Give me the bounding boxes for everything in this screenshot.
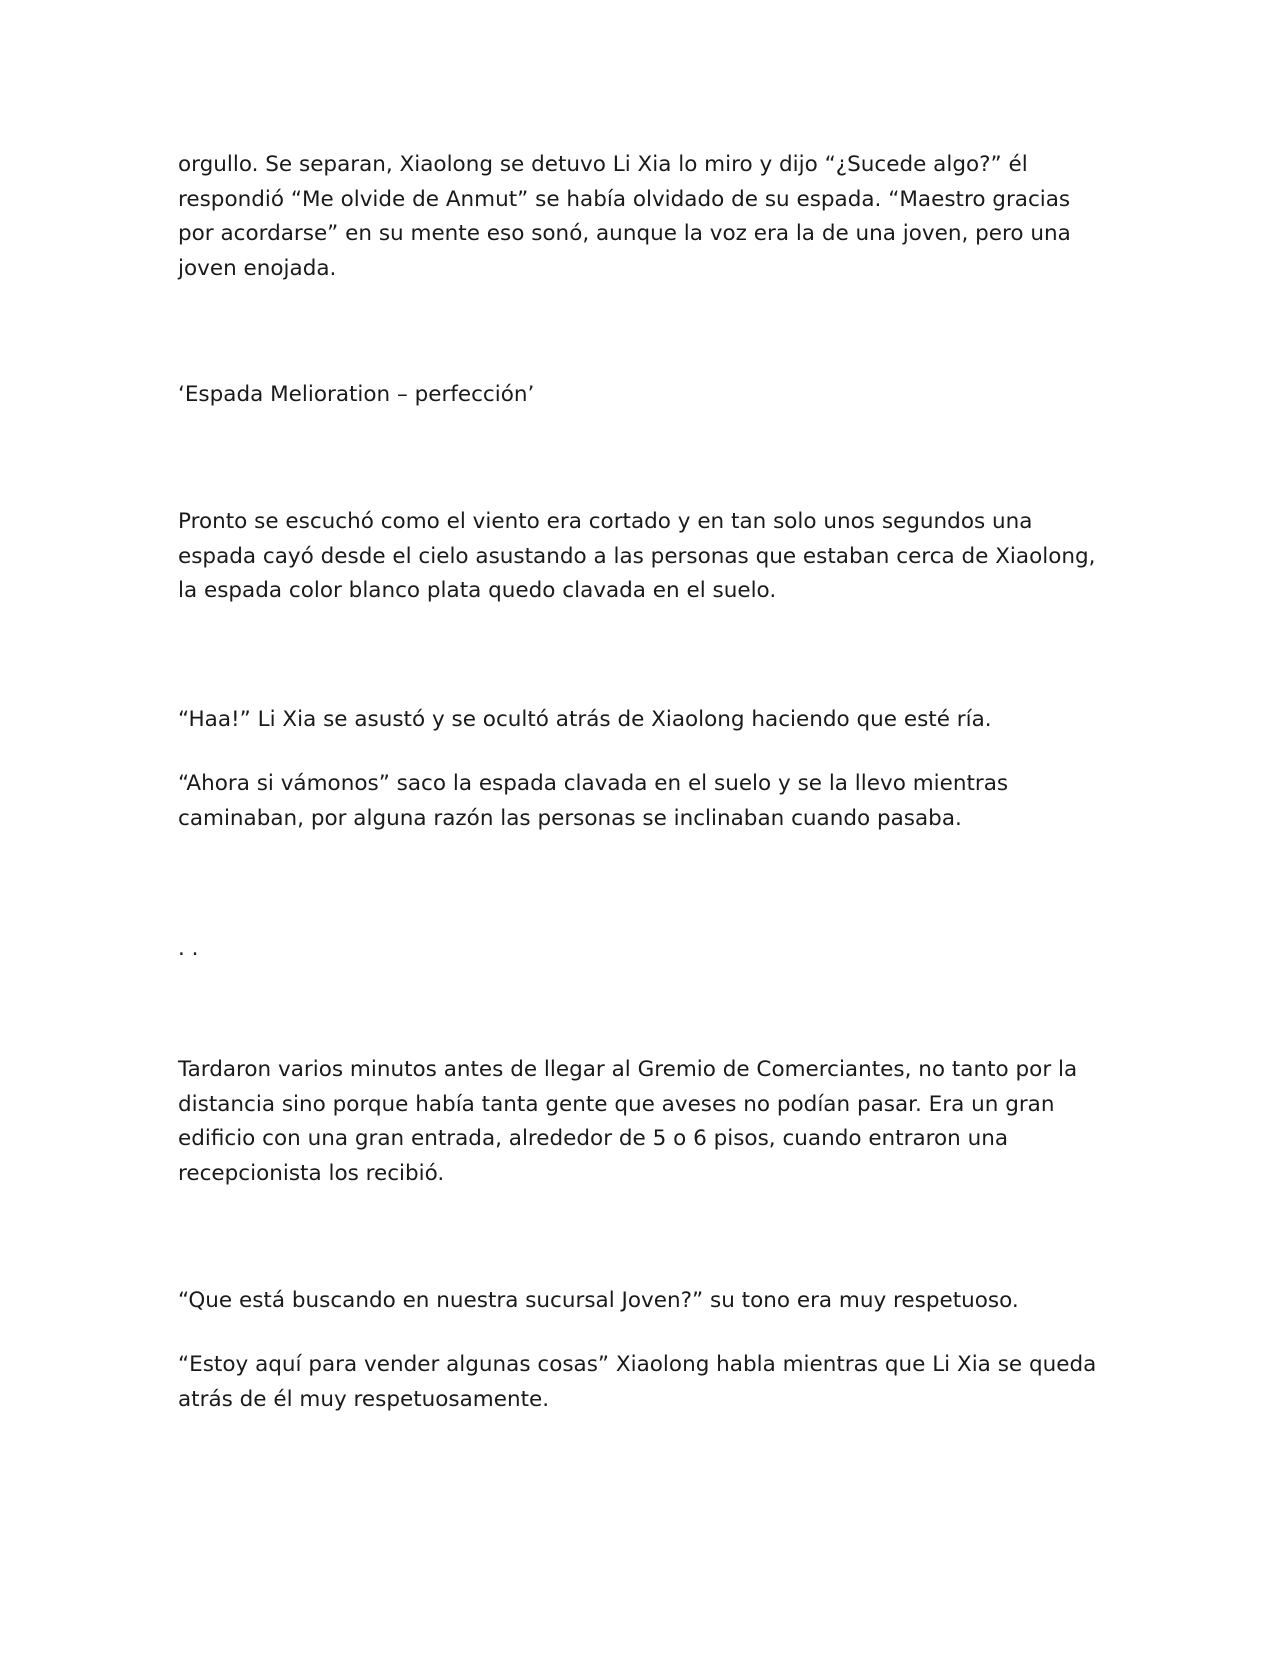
paragraph: Pronto se escuchó como el viento era cortado y en tan solo unos segundos una espada cayó desde el cielo asustando a las personas que estaban cerca de Xiaolong, la espada color blanco plata quedo clavada en el suelo. — [178, 509, 1096, 603]
paragraph: “Ahora si vámonos” saco la espada clavada en el suelo y se la llevo mientras caminaban, por alguna razón las personas se inclinaban cuando pasaba. — [178, 771, 1009, 831]
paragraph: orgullo. Se separan, Xiaolong se detuvo Li Xia lo miro y dijo “¿Sucede algo?” él respondió “Me olvide de Anmut” se había olvidado de su espada. “Maestro gracias por acordarse” en su mente eso sonó, aunque la voz era la de una joven, pero una joven enojada. — [178, 152, 1071, 281]
paragraph: “Que está buscando en nuestra sucursal Joven?” su tono era muy respetuoso. — [178, 1288, 1019, 1313]
paragraph: “Estoy aquí para vender algunas cosas” Xiaolong habla mientras que Li Xia se queda atrás de él muy respetuosamente. — [178, 1352, 1097, 1412]
paragraph: Tardaron varios minutos antes de llegar al Gremio de Comerciantes, no tanto por la distancia sino porque había tanta gente que aveses no podían pasar. Era un gran edificio con una gran entrada, alrededor de 5 o 6 pisos, cuando entraron una recepcionista los recibió. — [178, 1057, 1078, 1186]
paragraph: “Haa!” Li Xia se asustó y se ocultó atrás de Xiaolong haciendo que esté ría. — [178, 707, 992, 732]
paragraph-sword-title: ‘Espada Melioration – perfección’ — [178, 382, 535, 407]
scene-break: . . — [178, 936, 199, 961]
